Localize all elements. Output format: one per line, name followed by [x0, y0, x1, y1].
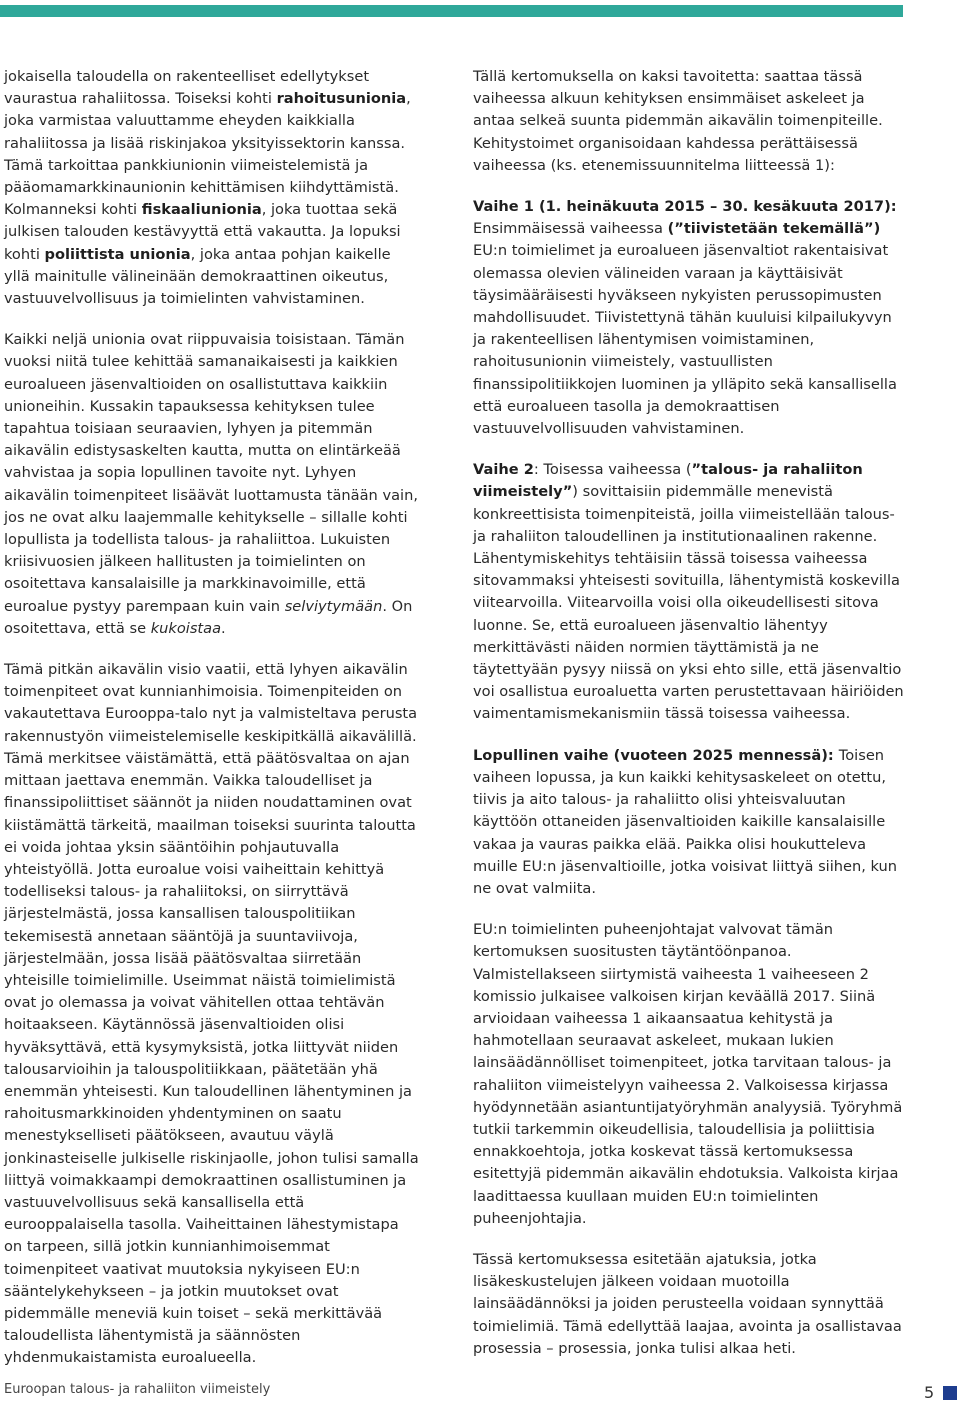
- bold-term: ”talous- ja rahaliiton viimeistely”: [473, 461, 863, 501]
- phase-heading: Vaihe 2: [473, 461, 534, 479]
- text-run: , joka tuottaa sekä julkisen talouden kestävyyttä että vakautta. Ja lopuksi kohti: [4, 201, 401, 263]
- text-run: , joka antaa pohjan kaikelle yllä mainitulle välineinään demokraattinen oikeutus, vastuuvelvollisuus ja toimielinten vahvistaminen.: [4, 245, 391, 308]
- text-run: ) sovittaisiin pidemmälle menevistä konkreettisista toimenpiteistä, joilla viimeistellään talous- ja rahaliiton taloudellinen ja institutionaalinen rakenne. Lähentymiskehitys tehtäisiin tässä toisessa vaiheessa sitovammaksi yhteisesti sovituilla, lähentymistä koskevilla viitearvoilla. Viitearvoilla voisi olla oikeudellisesti sitova luonne. Se, että euroalueen jäsenvaltio lähentyy merkittävästi näiden normien täyttämistä ja ne täytettyään pysyy niissä on yksi ehto sille, että jäsenvaltio voi osallistua euroaluetta varten perustettavaan häiriöiden vaimentamismekanismiin tässä toisessa vaiheessa.: [473, 483, 904, 723]
- right-paragraph-1: Tällä kertomuksella on kaksi tavoitetta: saattaa tässä vaiheessa alkuun kehityksen ensimmäiset askeleet ja antaa selkeä suunta pidemmän aikavälin toimenpiteille. Kehitystoimet organisoidaan kahdessa perättäisessä vaiheessa (ks. etenemissuunnitelma liitteessä 1):: [473, 68, 883, 174]
- text-run: : Toisessa vaiheessa (: [533, 461, 692, 479]
- top-accent-bar: [0, 5, 903, 17]
- text-run: EU:n toimielimet ja euroalueen jäsenvaltiot rakentaisivat olemassa olevien välineiden varaan ja käyttäisivät täysimääräisesti hyväkseen nykyisten perussopimusten mahdollisuudet. Tiivistettynä tähän kuuluisi kilpailukyvyn ja rakenteellisen lähentymisen voimistaminen, rahoitusunionin viimeistely, vastuullisten finanssipolitiikkojen luominen ja ylläpito sekä kansallisella että euroalueen tasolla ja demokraattisen vastuuvelvollisuuden vahvistaminen.: [473, 242, 897, 438]
- text-run: . On osoitettava, että se: [4, 597, 413, 637]
- bold-term: rahoitusunionia: [276, 90, 407, 108]
- left-paragraph-2: [4, 329, 419, 640]
- text-run: Toisen vaiheen lopussa, ja kun kaikki kehitysaskeleet on otettu, tiivis ja aito talous- ja rahaliitto olisi yhteisvaluutan käyttöön ottaneiden jäsenvaltioiden kaikille kansalaisille vakaa ja vauras paikka elää. Paikka olisi houkutteleva muille EU:n jäsenvaltioille, jotka voisivat liittyä siihen, kun ne ovat valmiita.: [473, 746, 898, 897]
- page-marker-square: [943, 1386, 957, 1400]
- phase-heading: Vaihe 1 (1. heinäkuuta 2015 – 30. kesäkuuta 2017):: [473, 198, 897, 216]
- right-paragraph-6: Tässä kertomuksessa esitetään ajatuksia, jotka lisäkeskustelujen jälkeen voidaan muotoilla lainsäädännöksi ja joiden perusteella voidaan synnyttää toimielimiä. Tämä edellyttää laajaa, avointa ja osallistavaa prosessia – prosessia, jonka tulisi alkaa heti.: [473, 1250, 902, 1357]
- text-run: jokaisella taloudella on rakenteelliset edellytykset vaurastua rahaliitossa. Toiseksi kohti: [4, 68, 370, 108]
- bold-term: fiskaaliunionia: [141, 201, 262, 219]
- left-column: [4, 66, 419, 1389]
- left-paragraph-1: [4, 66, 419, 310]
- footer-document-title: Euroopan talous- ja rahaliiton viimeistely: [4, 1382, 271, 1397]
- page-number: 5: [924, 1383, 935, 1402]
- phase-2-paragraph: [473, 459, 905, 725]
- text-run: Ensimmäisessä vaiheessa: [473, 220, 668, 238]
- text-run: .: [221, 619, 226, 637]
- phase-1-paragraph: [473, 196, 905, 440]
- text-run: Kaikki neljä unionia ovat riippuvaisia toisistaan. Tämän vuoksi niitä tulee kehittää samanaikaisesti ja kaikkien euroalueen jäsenvaltioiden on osallistuttava kaikkiin unioneihin. Kussakin tapauksessa kehityksen tulee tapahtua toisiaan seuraavien, lyhyen ja pitemmän aikavälin edistysaskelten kautta, mutta on elintärkeää vahvistaa ja sopia lopullinen tavoite nyt. Lyhyen aikavälin toimenpiteet lisäävät luottamusta tänään vain, jos ne ovat alku laajemmalle kehitykselle – sillalle kohti lopullista ja todellista talous- ja rahaliittoa. Lukuisten kriisivuosien jälkeen hallitusten ja toimielinten on osoitettava kansalaisille ja markkinavoimille, että euroalue pystyy parempaan kuin vain: [4, 331, 418, 615]
- left-paragraph-3: Tämä pitkän aikavälin visio vaatii, että lyhyen aikavälin toimenpiteet ovat kunnianhimoisia. Toimenpiteiden on vakautettava Eurooppa-talo nyt ja valmisteltava perusta rakennustyön viimeistelemiselle keskipitkällä aikavälillä. Tämä merkitsee väistämättä, että päätösvaltaa on ajan mittaan jaettava enemmän. Vaikka taloudelliset ja finanssipoliittiset säännöt ja niiden noudattaminen ovat kiistämättä tärkeitä, maailman toiseksi suurinta taloutta ei voida johtaa yksin sääntöihin pohjautuvalla yhteistyöllä. Jotta euroalue voisi vaiheittain kehittyä todelliseksi talous- ja rahaliitoksi, on siirryttävä järjestelmästä, jossa kansallisen talouspolitiikan tekemisestä annetaan sääntöjä ja suuntaviivoja, järjestelmään, jossa lisää päätösvaltaa siirretään yhteisille toimielimille. Useimmat näistä toimielimistä ovat jo olemassa ja voivat vähitellen ottaa tehtävän hoitaakseen. Käytännössä jäsenvaltioiden olisi hyväksyttävä, että kysymyksistä, jotka liittyvät niiden talousarvioihin ja talouspolitiikkaan, päätetään yhä enemmän yhteisesti. Kun taloudellinen lähentyminen ja rahoitusmarkkinoiden yhdentyminen on saatu menestykselliseti päätökseen, avautuu väylä jonkinasteiselle julkiselle riskinjaolle, johon tulisi samalla liittyä voimakkaampi demokraattinen osallistuminen ja vastuuvelvollisuus sekä kansallisella että eurooppalaisella tasolla. Vaiheittainen lähestymistapa on tarpeen, sillä jotkin kunnianhimoisemmat toimenpiteet vaativat muutoksia nykyiseen EU:n sääntelykehykseen – ja jotkin muutokset ovat pidemmälle meneviä kuin toiset – sekä merkittävää taloudellista lähentymistä ja säännösten yhdenmukaistamista euroalueella.: [4, 661, 419, 1367]
- right-paragraph-5: EU:n toimielinten puheenjohtajat valvovat tämän kertomuksen suositusten täytäntöönpanoa. Valmistellakseen siirtymistä vaiheesta 1 vaiheeseen 2 komissio julkaisee valkoisen kirjan keväällä 2017. Siinä arvioidaan vaiheessa 1 aikaansaatua kehitystä ja hahmotellaan seuraavat askeleet, mukaan lukien lainsäädännölliset toimenpiteet, jotka tarvitaan talous- ja rahaliiton viimeistelyyn vaiheessa 2. Valkoisessa kirjassa hyödynnetään asiantuntijatyöryhmän analyysiä. Työryhmä tutkii tarkemmin oikeudellisia, taloudellisia ja poliittisia ennakkoehtoja, jotka koskevat tässä kertomuksessa esitettyjä pidemmän aikavälin ehdotuksia. Valkoista kirjaa laadittaessa kuullaan muiden EU:n toimielinten puheenjohtajia.: [473, 921, 903, 1227]
- bold-term: poliittista unionia: [44, 245, 191, 263]
- italic-term: selviytymään: [284, 597, 383, 615]
- text-run: , joka varmistaa valuuttamme eheyden kaikkialla rahaliitossa ja lisää riskinjakoa yksityissektorin kanssa. Tämä tarkoittaa pankkiunionin viimeistelemistä ja pääomamarkkinaunionin kehittämisen kiihdyttämistä. Kolmanneksi kohti: [4, 90, 411, 219]
- italic-term: kukoistaa: [150, 619, 222, 637]
- final-phase-paragraph: [473, 745, 905, 900]
- bold-term: (”tiivistetään tekemällä”): [667, 220, 881, 238]
- right-column: [473, 66, 905, 1379]
- phase-heading: Lopullinen vaihe (vuoteen 2025 mennessä):: [473, 746, 839, 764]
